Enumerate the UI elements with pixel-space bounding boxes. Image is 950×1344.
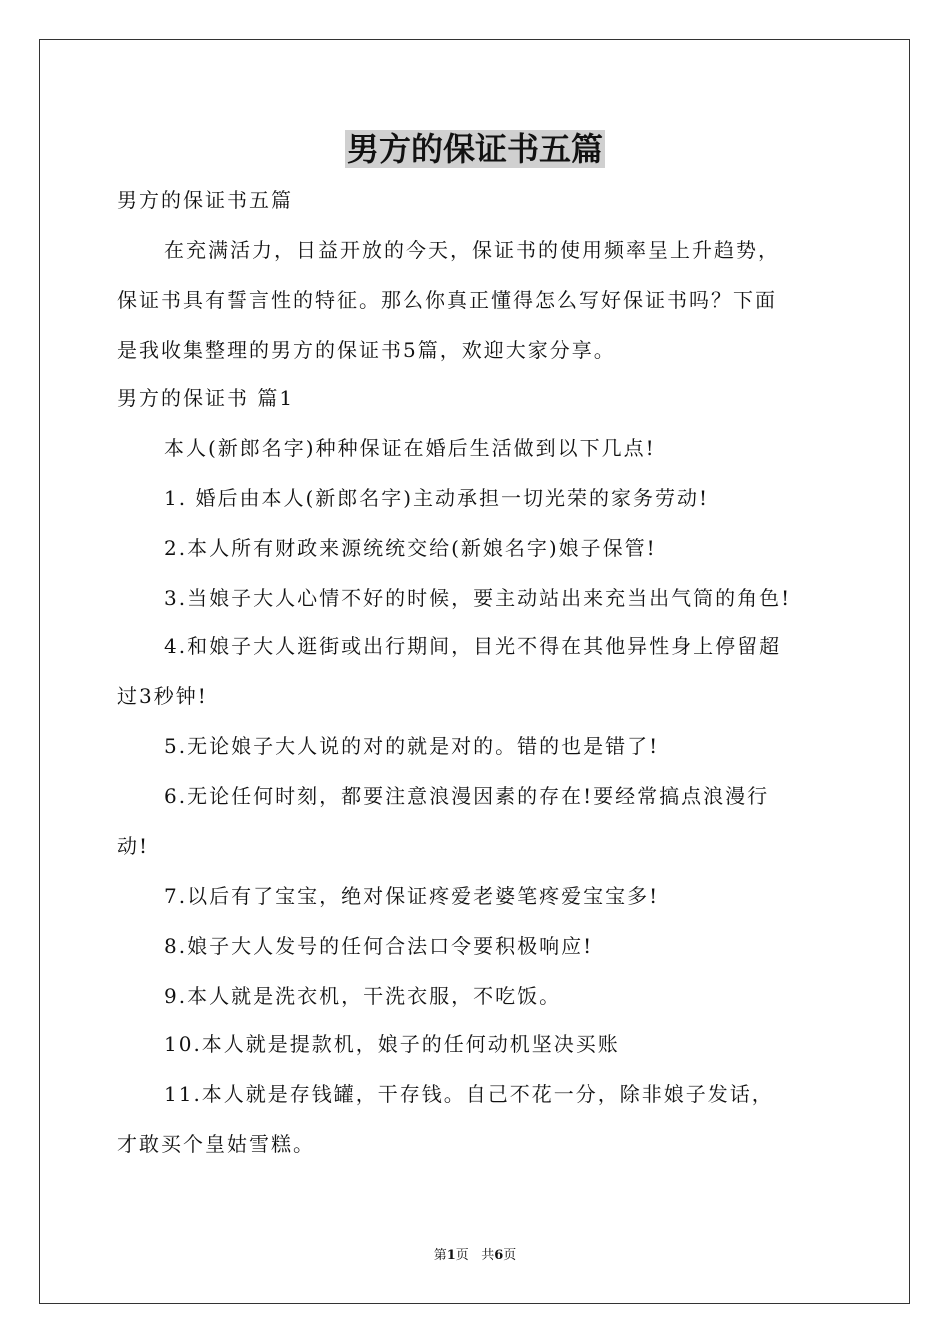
pledge-line: 才敢买个皇姑雪糕。 [117, 1132, 315, 1156]
pledge-line: 过3秒钟! [117, 684, 208, 708]
footer-total-number: 6 [494, 1248, 504, 1263]
pledge-line: 7.以后有了宝宝，绝对保证疼爱老婆笔疼爱宝宝多! [164, 884, 660, 908]
footer-page-prefix: 第 [433, 1248, 447, 1263]
footer-page-number: 1 [446, 1248, 456, 1263]
pledge-line: 5.无论娘子大人说的对的就是对的。错的也是错了! [164, 734, 660, 758]
pledge-line: 10.本人就是提款机，娘子的任何动机坚决买账 [164, 1032, 620, 1056]
pledge-line: 11.本人就是存钱罐，干存钱。自己不花一分，除非娘子发话， [164, 1082, 774, 1106]
intro-line: 在充满活力，日益开放的今天，保证书的使用频率呈上升趋势， [164, 238, 780, 262]
pledge-line: 本人(新郎名字)种种保证在婚后生活做到以下几点! [164, 436, 656, 460]
pledge-line: 9.本人就是洗衣机，干洗衣服，不吃饭。 [164, 984, 562, 1008]
intro-line: 是我收集整理的男方的保证书5篇，欢迎大家分享。 [117, 338, 616, 362]
document-title [0, 127, 950, 171]
footer-total-prefix: 共 [481, 1248, 495, 1263]
intro-line: 保证书具有誓言性的特征。那么你真正懂得怎么写好保证书吗？下面 [117, 288, 777, 312]
footer-total-suffix: 页 [503, 1248, 517, 1263]
subtitle: 男方的保证书五篇 [117, 188, 293, 212]
footer-page-suffix: 页 [455, 1248, 469, 1263]
section-heading: 男方的保证书 篇1 [117, 386, 295, 410]
pledge-line: 4.和娘子大人逛街或出行期间，目光不得在其他异性身上停留超 [164, 634, 782, 658]
document-title-text: 男方的保证书五篇 [346, 130, 603, 168]
pledge-line: 6.无论任何时刻，都要注意浪漫因素的存在!要经常搞点浪漫行 [164, 784, 770, 808]
pledge-line: 1. 婚后由本人(新郎名字)主动承担一切光荣的家务劳动! [164, 486, 710, 510]
pledge-line: 2.本人所有财政来源统统交给(新娘名字)娘子保管! [164, 536, 657, 560]
pledge-line: 8.娘子大人发号的任何合法口令要积极响应! [164, 934, 594, 958]
pledge-line: 3.当娘子大人心情不好的时候，要主动站出来充当出气筒的角色! [164, 586, 792, 610]
page-footer [0, 1247, 950, 1265]
page-border [39, 39, 910, 1304]
pledge-line: 动! [117, 834, 150, 858]
